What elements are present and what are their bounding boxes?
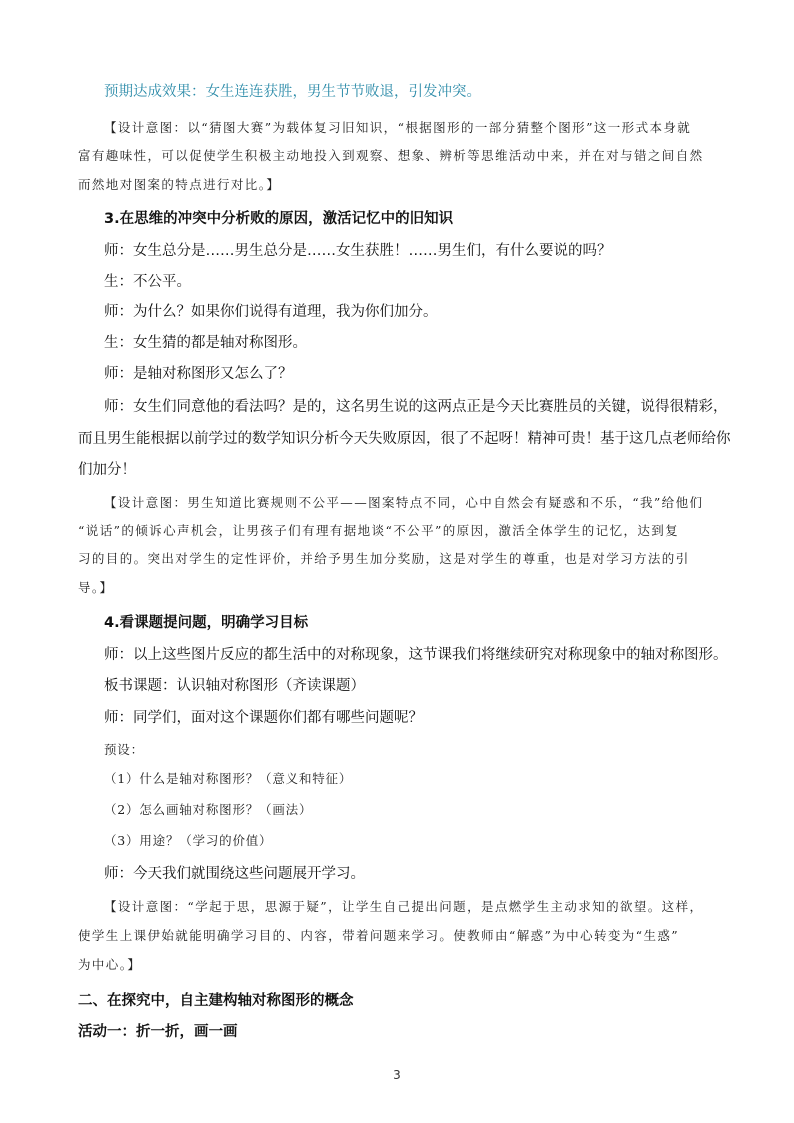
dialogue-line: 生：不公平。 [104,274,191,290]
preset-item: （3）用途？（学习的价值） [104,833,273,848]
design-intent-3-line-3: 为中心。】 [78,957,142,972]
dialogue-line: 们加分！ [78,462,136,478]
design-intent-2-line-3: 习的目的。突出对学生的定性评价，并给予男生加分奖励，这是对学生的尊重，也是对学习方法的引 [78,551,690,566]
dialogue-line: 生：女生猜的都是轴对称图形。 [104,335,307,351]
preset-item: （1）什么是轴对称图形？（意义和特征） [104,771,353,786]
section-heading-4: 4.看课题提问题，明确学习目标 [104,615,309,631]
design-intent-3-line-2: 使学生上课伊始就能明确学习目的、内容，带着问题来学习。使教师由“解惑”为中心转变为“生惑” [78,928,680,943]
preset-label: 预设： [104,742,144,757]
design-intent-3-line-1: 【设计意图：“学起于思，思源于疑”，让学生自己提出问题，是点燃学生主动求知的欲望。这样， [104,899,704,914]
dialogue-line: 师：女生总分是……男生总分是……女生获胜！……男生们，有什么要说的吗？ [104,243,612,259]
dialogue-line: 师：是轴对称图形又怎么了？ [104,366,293,382]
design-intent-2-line-1: 【设计意图：男生知道比赛规则不公平——图案特点不同，心中自然会有疑惑和不乐，“我”给他们 [104,495,704,510]
board-title-line: 板书课题：认识轴对称图形（齐读课题） [104,678,365,694]
design-intent-1-line-1: 【设计意图：以“猜图大赛”为载体复习旧知识，“根据图形的一部分猜整个图形”这一形式本身就 [104,120,692,135]
activity-heading-1: 活动一：折一折，画一画 [78,1024,238,1040]
preset-item: （2）怎么画轴对称图形？（画法） [104,802,313,817]
dialogue-line: 师：同学们，面对这个课题你们都有哪些问题呢？ [104,710,423,726]
expected-effect-line: 预期达成效果：女生连连获胜，男生节节败退，引发冲突。 [104,84,481,100]
design-intent-1-line-3: 而然地对图案的特点进行对比。】 [78,177,281,192]
dialogue-line: 师：以上这些图片反应的都生活中的对称现象，这节课我们将继续研究对称现象中的轴对称图形。 [104,647,728,663]
chapter-heading-2: 二、在探究中，自主建构轴对称图形的概念 [78,993,354,1009]
page-number: 3 [393,1068,401,1082]
design-intent-1-line-2: 富有趣味性，可以促使学生积极主动地投入到观察、想象、辨析等思维活动中来，并在对与错之间自然 [78,148,704,163]
dialogue-line: 而且男生能根据以前学过的数学知识分析今天失败原因，很了不起呀！精神可贵！基于这几点老师给你 [78,431,731,447]
dialogue-line: 师：为什么？如果你们说得有道理，我为你们加分。 [104,304,438,320]
section-heading-3: 3.在思维的冲突中分析败的原因，激活记忆中的旧知识 [104,211,454,227]
design-intent-2-line-2: “说话”的倾诉心声机会，让男孩子们有理有据地谈“不公平”的原因，激活全体学生的记忆，达到复 [78,523,680,538]
design-intent-2-line-4: 导。】 [78,580,114,595]
dialogue-line: 师：女生们同意他的看法吗？是的，这名男生说的这两点正是今天比赛胜员的关键，说得很精彩， [104,399,728,415]
dialogue-line: 师：今天我们就围绕这些问题展开学习。 [104,866,365,882]
